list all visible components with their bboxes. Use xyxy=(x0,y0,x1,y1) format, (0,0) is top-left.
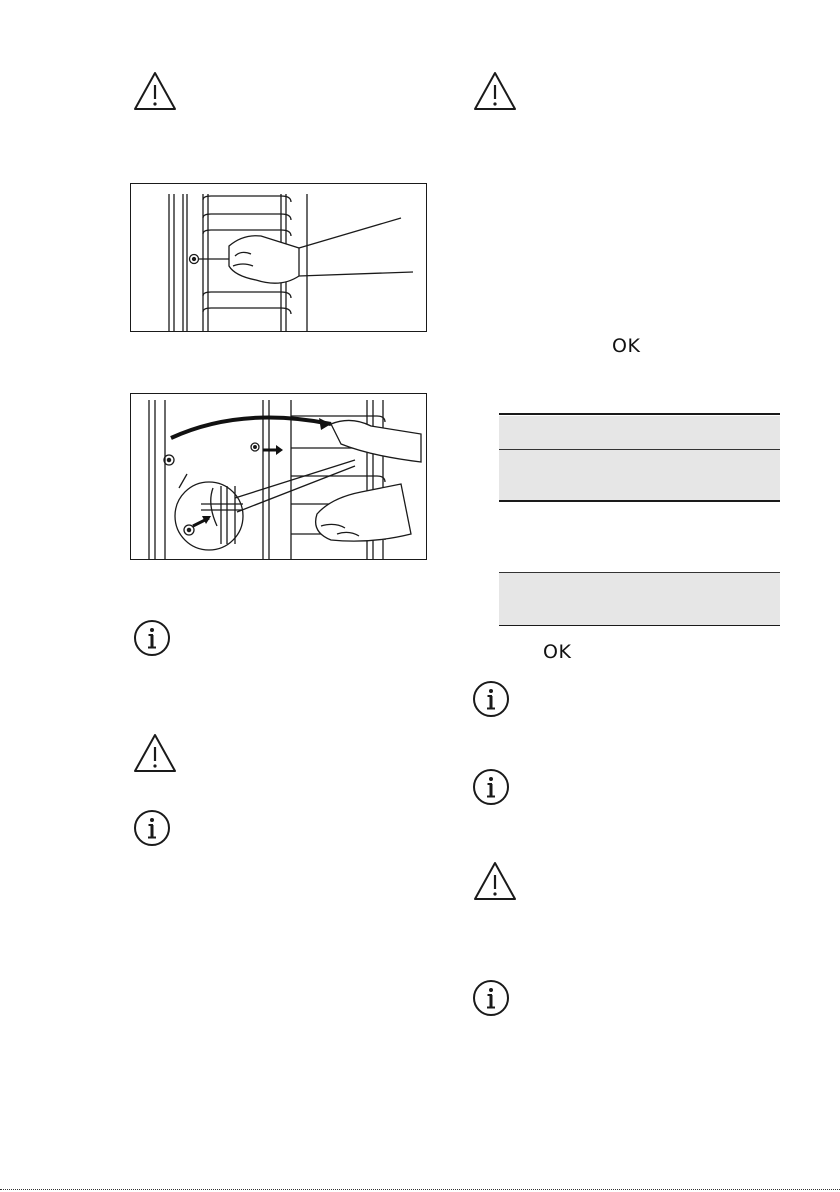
info-icon xyxy=(132,808,172,848)
info-icon xyxy=(471,978,511,1018)
ok-button-label: OK xyxy=(612,335,641,357)
table-rule xyxy=(499,625,780,626)
settings-table xyxy=(499,413,780,627)
info-icon xyxy=(471,767,511,807)
figure-shelf-removal xyxy=(130,183,427,332)
info-icon xyxy=(471,679,511,719)
table-row xyxy=(499,573,780,625)
info-icon xyxy=(132,618,172,658)
ok-button-label: OK xyxy=(543,641,572,663)
table-rule xyxy=(499,500,780,502)
table-row xyxy=(499,450,780,500)
figure-shelf-insertion xyxy=(130,393,427,560)
table-rule xyxy=(499,413,780,415)
page-bottom-rule xyxy=(0,1189,840,1190)
warning-icon xyxy=(133,71,177,111)
warning-icon xyxy=(473,861,517,901)
warning-icon xyxy=(133,733,177,773)
table-row xyxy=(499,416,780,450)
warning-icon xyxy=(473,71,517,111)
